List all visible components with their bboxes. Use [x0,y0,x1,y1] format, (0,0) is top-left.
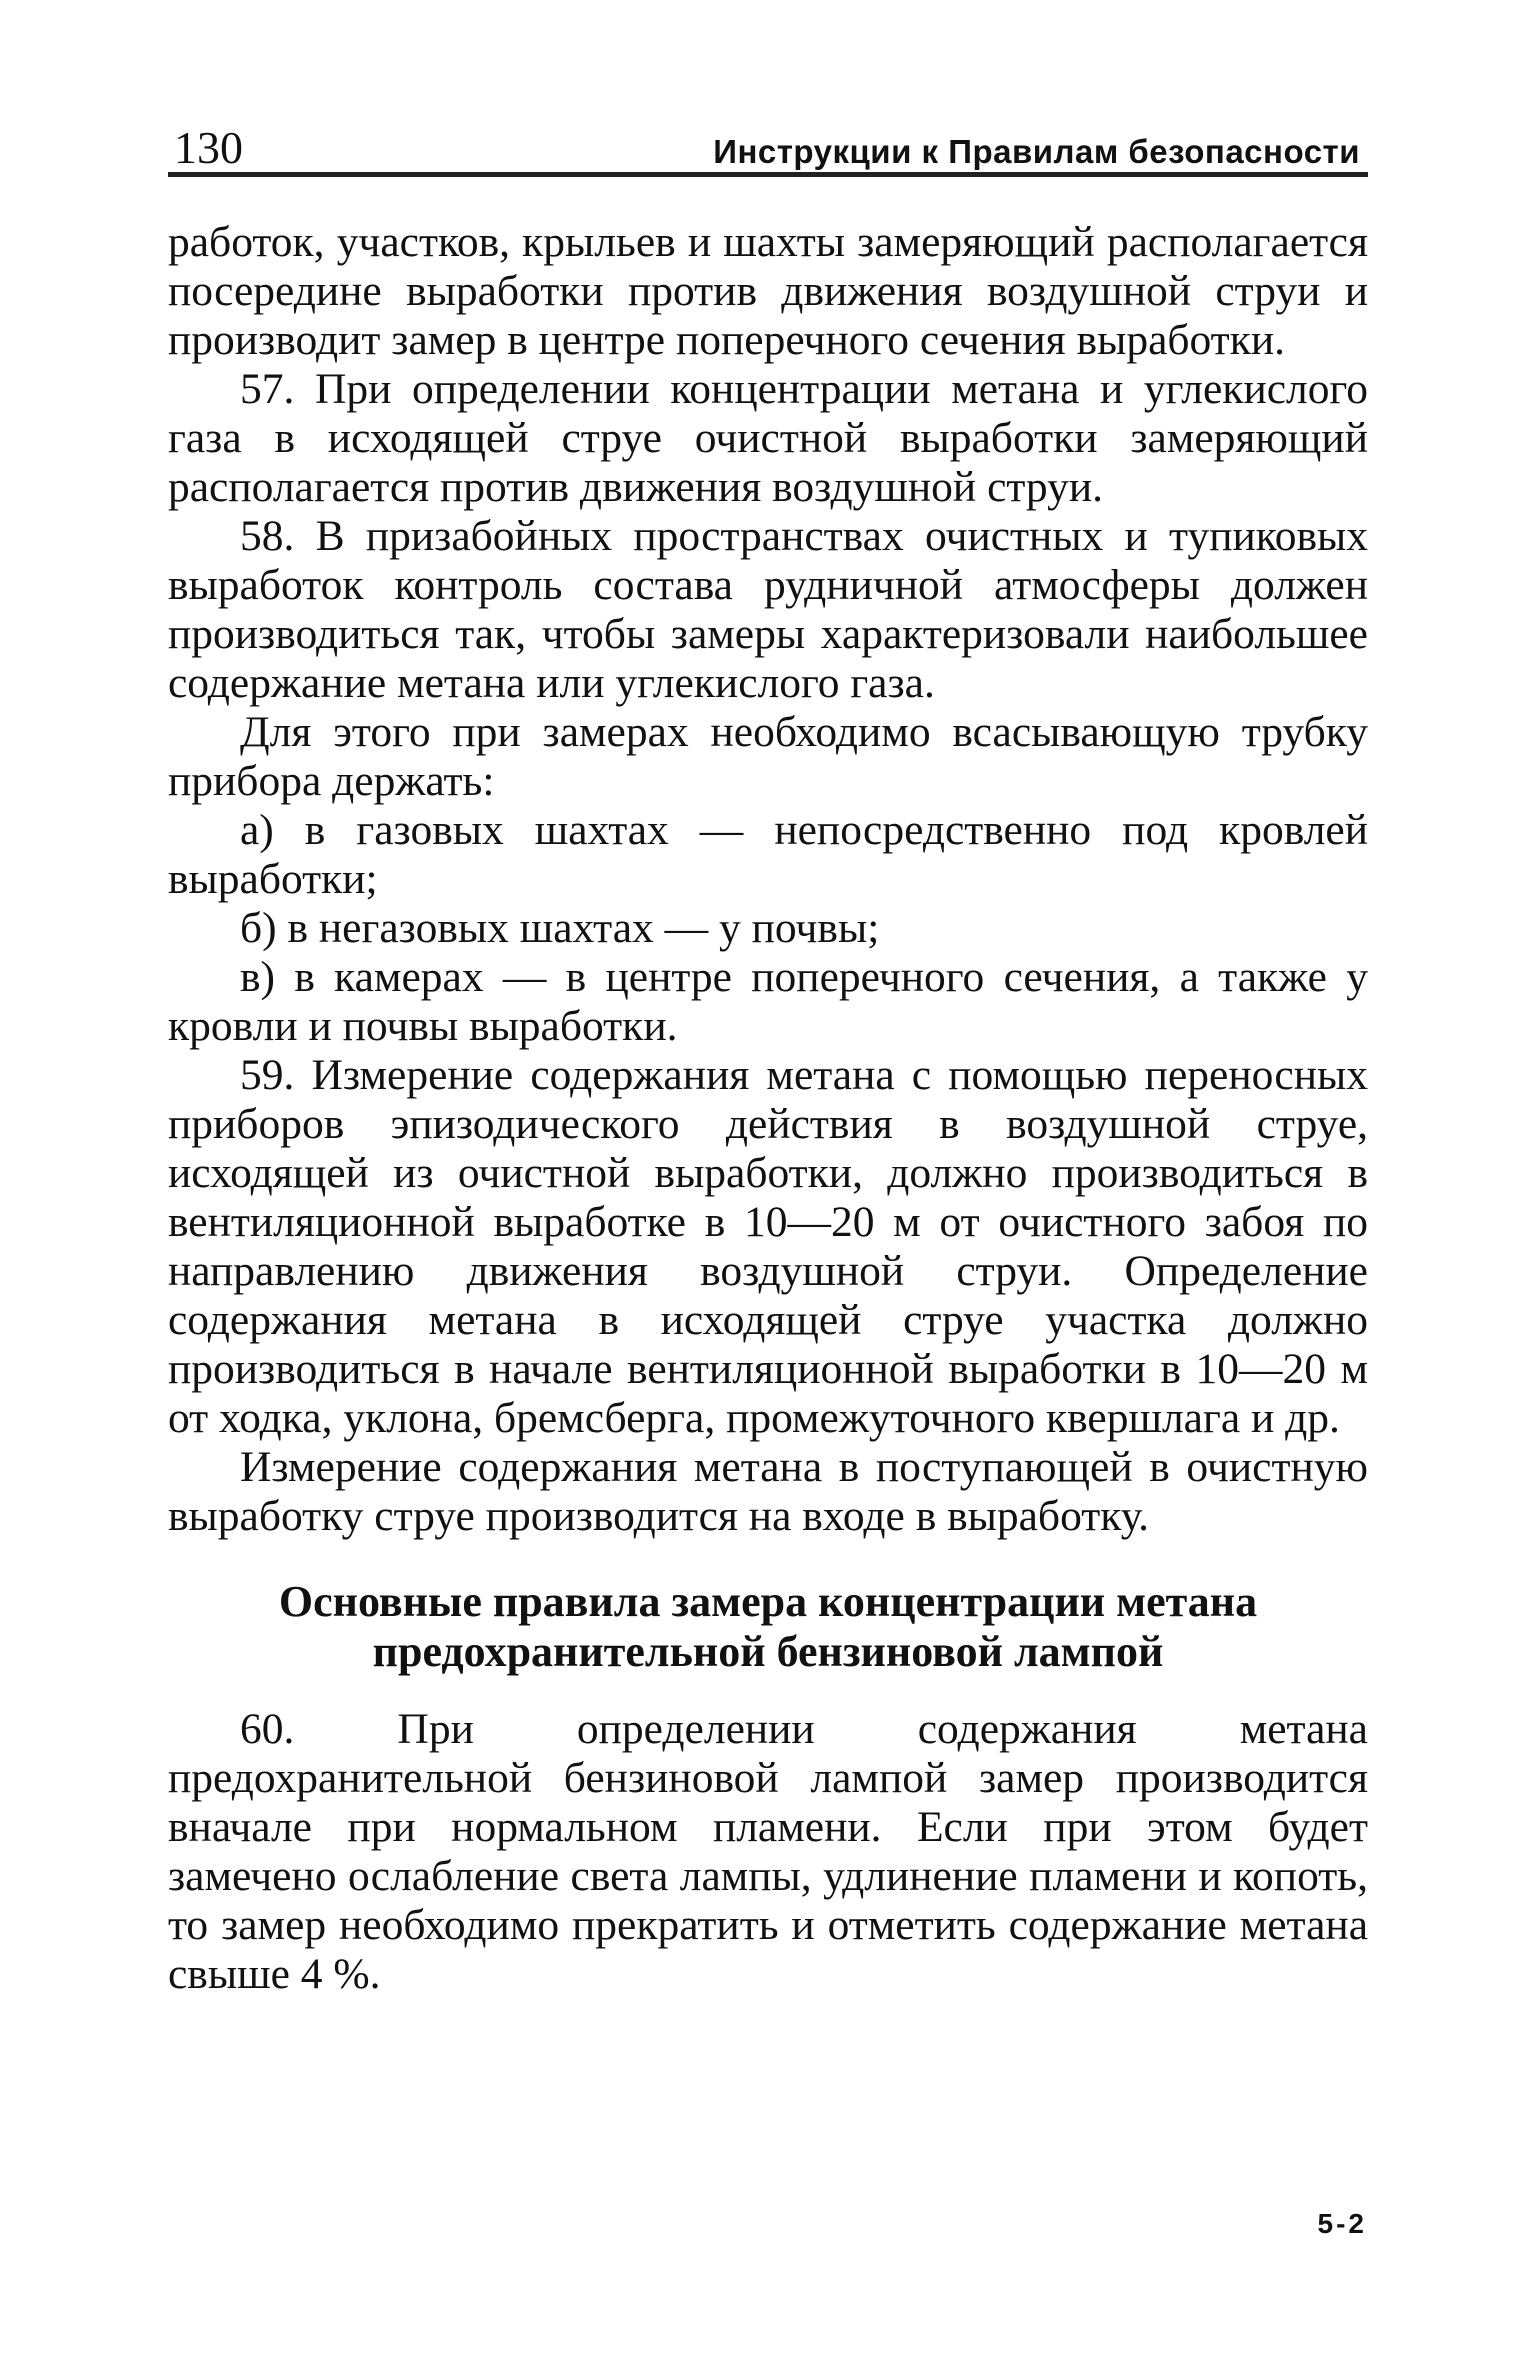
body-text [168,218,1368,1999]
paragraph-59: 59. Измерение содержания метана с помощью переносных приборов эпизодического действия в воздушной струе, исходящей из очистной выработки, должно производиться в вентиляционной выработке в 10—20 м от очистного забоя по направлению движения воздушной струи. Определение содержания метана в исходящей струе участка должно производиться в начале вентиляционной выработки в 10—20 м от ходка, уклона, бремсберга, промежуточного квершлага и др. [168,1051,1368,1442]
paragraph-60: 60. При определении содержания метана предохранительной бензиновой лампой замер производится вначале при нормальном пламени. Если при этом будет замечено ослабление света лампы, удлинение пламени и копоть, то замер необходимо прекратить и отметить содержание метана свыше 4 %. [168,1705,1368,1998]
list-item-a: а) в газовых шахтах — непосредственно под кровлей выработки; [168,806,1368,903]
running-head [168,118,1368,178]
paragraph-58: 58. В призабойных пространствах очистных и тупиковых выработок контроль состава рудничной атмосферы должен производиться так, чтобы замеры характеризовали наибольшее содержание метана или углекислого газа. [168,512,1368,707]
list-item-b: б) в негазовых шахтах — у почвы; [240,904,880,952]
paragraph-measurement: Измерение содержания метана в поступающей в очистную выработку струе производится на входе в выработку. [168,1443,1368,1540]
signature-mark: 5-2 [1317,2208,1367,2239]
paragraph-57: 57. При определении концентрации метана и углекислого газа в исходящей струе очистной выработки замеряющий располагается против движения воздушной струи. [168,365,1368,511]
header-rule [168,172,1368,177]
page-number: 130 [174,122,243,173]
section-heading-line-1: Основные правила замера концентрации метана [278,1577,1258,1626]
paragraph-instruction: Для этого при замерах необходимо всасывающую трубку прибора держать: [168,708,1368,805]
section-heading-line-2: предохранительной бензиновой лампой [372,1627,1164,1676]
list-item-c: в) в камерах — в центре поперечного сечения, а также у кровли и почвы выработки. [168,953,1368,1050]
section-heading [168,1577,1368,1677]
paragraph-continuation: работок, участков, крыльев и шахты замеряющий располагается посередине выработки против движения воздушной струи и производит замер в центре поперечного сечения выработки. [168,218,1368,364]
header-title: Инструкции к Правилам безопасности [713,133,1360,170]
